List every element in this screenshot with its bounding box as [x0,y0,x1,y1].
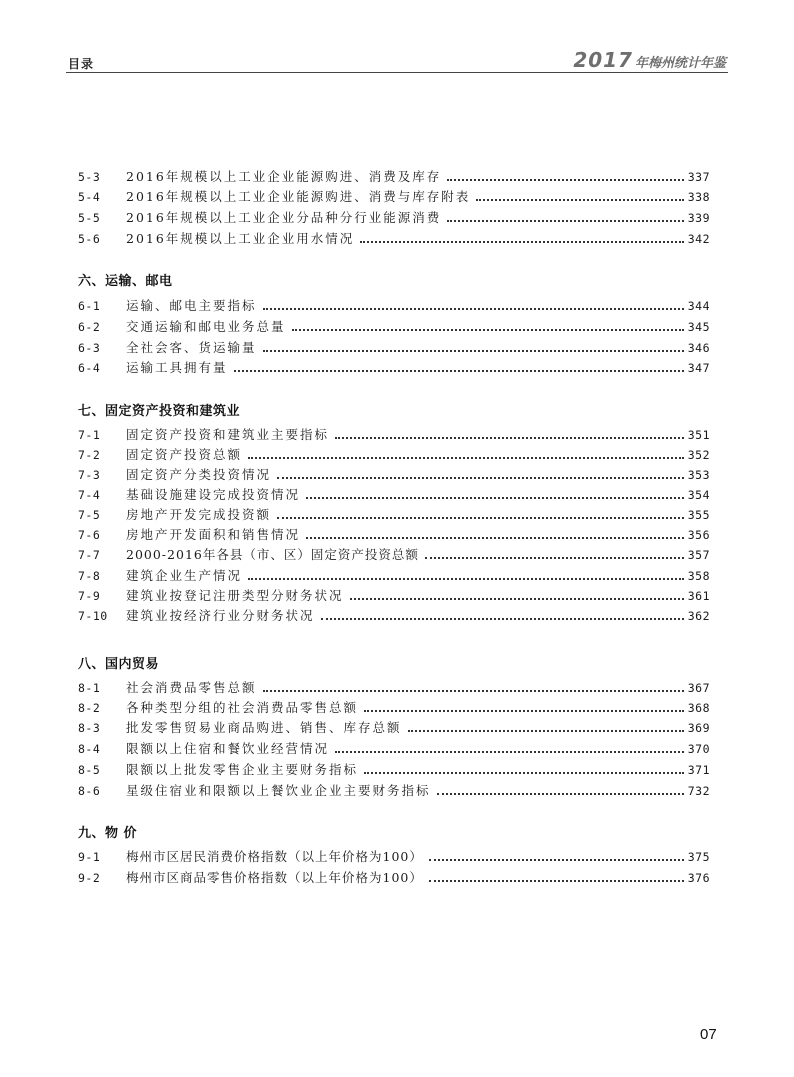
toc-entry[interactable] [78,443,710,463]
section-title: 六、运输、邮电 [78,274,173,289]
toc-entry-number: 6-3 [78,341,101,355]
toc-entry[interactable] [78,866,710,886]
toc-entry-page: 370 [687,742,710,756]
toc-entry-title: 各种类型分组的社会消费品零售总额 [126,700,359,715]
toc-entry-title: 运输工具拥有量 [126,360,228,375]
toc-entry[interactable] [78,185,710,205]
toc-entry-number: 6-1 [78,299,101,313]
toc-entry[interactable] [78,845,710,865]
header-book-title [573,48,726,72]
toc-leader-dots [437,793,684,795]
toc-entry-number: 9-1 [78,850,101,864]
section-title: 七、固定资产投资和建筑业 [78,404,241,419]
toc-entry-page: 354 [687,488,710,502]
toc-leader-dots [263,308,684,310]
header-book-name: 年梅州统计年鉴 [634,56,726,71]
toc-entry-page: 346 [687,341,710,355]
toc-entry-title: 固定资产投资和建筑业主要指标 [126,427,330,442]
toc-leader-dots [425,557,684,559]
toc-entry-page: 368 [687,701,710,715]
toc-entry[interactable] [78,165,710,185]
toc-entry-title: 社会消费品零售总额 [126,680,257,695]
toc-entry-page: 353 [687,468,710,482]
toc-leader-dots [248,578,684,580]
toc-entry-page: 371 [687,763,710,777]
toc-leader-dots [277,477,684,479]
toc-leader-dots [335,437,684,439]
toc-entry-title: 运输、邮电主要指标 [126,298,257,313]
toc-leader-dots [277,517,684,519]
toc-leader-dots [263,350,684,352]
toc-entry[interactable] [78,779,710,799]
toc-entry-page: 337 [687,170,710,184]
toc-entry-number: 7-8 [78,569,101,583]
toc-entry[interactable] [78,423,710,443]
toc-entry-page: 345 [687,320,710,334]
toc-entry-number: 7-10 [78,609,108,623]
toc-leader-dots [263,690,684,692]
toc-entry[interactable] [78,356,710,376]
toc-entry-title: 房地产开发完成投资额 [126,507,272,522]
toc-entry-number: 7-7 [78,548,101,562]
toc-entry[interactable] [78,543,710,563]
page-header [68,48,726,72]
toc-entry[interactable] [78,696,710,716]
toc-entry-number: 7-9 [78,589,101,603]
toc-leader-dots [306,497,684,499]
toc-entry-page: 351 [687,428,710,442]
toc-entry-page: 732 [687,784,710,798]
toc-leader-dots [476,199,683,201]
header-toc-label: 目录 [68,57,95,71]
toc-entry-title: 2016年规模以上工业企业用水情况 [126,231,355,246]
toc-entry[interactable] [78,483,710,503]
toc-entry-number: 7-6 [78,528,101,542]
toc-entry-page: 339 [687,211,710,225]
toc-entry-number: 7-4 [78,488,101,502]
toc-entry-title: 2016年规模以上工业企业能源购进、消费及库存 [126,169,442,184]
toc-entry-number: 9-2 [78,871,101,885]
toc-entry-page: 375 [687,850,710,864]
toc-leader-dots [429,880,684,882]
toc-entry-number: 8-6 [78,784,101,798]
toc-entry-page: 369 [687,721,710,735]
toc-entry[interactable] [78,315,710,335]
toc-entry-title: 固定资产分类投资情况 [126,467,272,482]
toc-leader-dots [408,730,684,732]
toc-entry[interactable] [78,676,710,696]
toc-entry-number: 7-1 [78,428,101,442]
toc-entry-title: 建筑业按登记注册类型分财务状况 [126,588,344,603]
toc-entry-title: 交通运输和邮电业务总量 [126,319,286,334]
toc-entry-number: 8-2 [78,701,101,715]
toc-entry[interactable] [78,758,710,778]
toc-entry[interactable] [78,737,710,757]
toc-entry-number: 5-3 [78,170,101,184]
toc-leader-dots [364,710,684,712]
toc-entry[interactable] [78,503,710,523]
toc-entry-page: 376 [687,871,710,885]
toc-entry-page: 338 [687,190,710,204]
toc-entry-page: 358 [687,569,710,583]
toc-leader-dots [321,618,684,620]
toc-entry[interactable] [78,294,710,314]
toc-entry-title: 2016年规模以上工业企业分品种分行业能源消费 [126,210,442,225]
toc-leader-dots [429,859,684,861]
toc-leader-dots [360,241,683,243]
toc-entry-number: 7-3 [78,468,101,482]
toc-entry-page: 342 [687,232,710,246]
toc-entry-title: 房地产开发面积和销售情况 [126,527,301,542]
toc-entry-number: 7-2 [78,448,101,462]
toc-entry-title: 2016年规模以上工业企业能源购进、消费与库存附表 [126,189,471,204]
toc-entry[interactable] [78,227,710,247]
toc-entry-page: 347 [687,361,710,375]
toc-entry-page: 361 [687,589,710,603]
toc-entry-title: 基础设施建设完成投资情况 [126,487,301,502]
toc-entry[interactable] [78,463,710,483]
toc-entry[interactable] [78,604,710,624]
toc-leader-dots [364,772,684,774]
toc-entry-title: 梅州市区商品零售价格指数（以上年价格为100） [126,870,423,885]
toc-entry-page: 367 [687,681,710,695]
toc-entry-page: 352 [687,448,710,462]
section-title: 九、物 价 [78,826,138,841]
toc-entry-number: 8-3 [78,721,101,735]
toc-entry-number: 8-4 [78,742,101,756]
toc-leader-dots [447,220,683,222]
toc-leader-dots [447,179,683,181]
toc-entry-page: 356 [687,528,710,542]
toc-entry-title: 固定资产投资总额 [126,447,243,462]
section-title: 八、国内贸易 [78,657,160,672]
toc-entry-number: 7-5 [78,508,101,522]
toc-leader-dots [335,751,684,753]
toc-entry-title: 建筑业按经济行业分财务状况 [126,608,315,623]
toc-entry[interactable] [78,523,710,543]
page-number: 07 [700,1026,717,1043]
toc-leader-dots [234,370,684,372]
toc-entry-number: 6-4 [78,361,101,375]
toc-leader-dots [350,598,684,600]
toc-entry[interactable] [78,584,710,604]
toc-entry[interactable] [78,564,710,584]
toc-entry[interactable] [78,716,710,736]
toc-entry-page: 357 [687,548,710,562]
header-year: 2017 [573,48,633,72]
toc-entry-title: 建筑企业生产情况 [126,568,243,583]
toc-entry-title: 星级住宿业和限额以上餐饮业企业主要财务指标 [126,783,431,798]
header-rule [66,72,728,73]
toc-entry-number: 6-2 [78,320,101,334]
toc-entry[interactable] [78,206,710,226]
toc-entry-number: 5-5 [78,211,101,225]
toc-leader-dots [248,457,684,459]
toc-leader-dots [306,537,684,539]
toc-entry-page: 362 [687,609,710,623]
toc-entry-title: 限额以上批发零售企业主要财务指标 [126,762,359,777]
toc-entry-number: 8-1 [78,681,101,695]
toc-entry-title: 梅州市区居民消费价格指数（以上年价格为100） [126,849,423,864]
toc-entry-number: 8-5 [78,763,101,777]
toc-entry-number: 5-4 [78,190,101,204]
toc-entry-number: 5-6 [78,232,101,246]
toc-entry-page: 355 [687,508,710,522]
toc-entry-page: 344 [687,299,710,313]
toc-entry-title: 全社会客、货运输量 [126,340,257,355]
toc-entry-title: 2000-2016年各县（市、区）固定资产投资总额 [126,547,419,562]
toc-leader-dots [292,329,684,331]
toc-entry-title: 批发零售贸易业商品购进、销售、库存总额 [126,720,402,735]
toc-entry-title: 限额以上住宿和餐饮业经营情况 [126,741,330,756]
toc-entry[interactable] [78,336,710,356]
